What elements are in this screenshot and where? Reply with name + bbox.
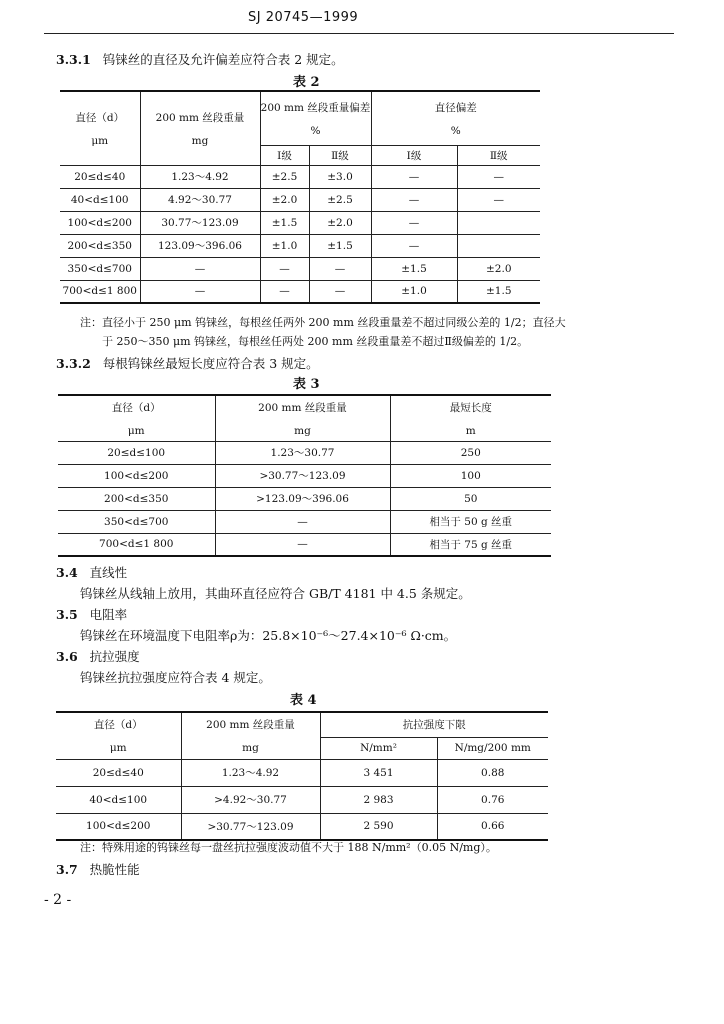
t2-grade-2a: Ⅱ级 (309, 145, 371, 165)
table-row: 40<d≤100 4.92～30.77 ±2.0 ±2.5 — — (60, 188, 540, 211)
table-row: 700<d≤1 800 — 相当于 75 g 丝重 (58, 533, 551, 556)
t4-unit-n-mm2: N/mm² (320, 737, 437, 759)
clause-3-4-title: 3.4 直线性 (56, 565, 128, 580)
table-row: 200<d≤350 >123.09～396.06 50 (58, 487, 551, 510)
table-row: 20≤d≤100 1.23～30.77 250 (58, 441, 551, 464)
t2-head-diameter: 直径（d） μm (60, 91, 140, 165)
t2-head-weight-dev: 200 mm 丝段重量偏差 % (260, 91, 371, 145)
t4-head-diameter: 直径（d） μm (56, 712, 181, 759)
header-rule (44, 33, 674, 34)
clause-text: 钨铼丝的直径及允许偏差应符合表 2 规定。 (102, 52, 344, 67)
t2-grade-2b: Ⅱ级 (457, 145, 540, 165)
table-row: 350<d≤700 — 相当于 50 g 丝重 (58, 510, 551, 533)
t2-grade-1b: Ⅰ级 (371, 145, 457, 165)
t2-head-weight: 200 mm 丝段重量 mg (140, 91, 260, 165)
table-row: 20≤d≤40 1.23～4.92 3 451 0.88 (56, 759, 548, 786)
clause-3-6-text: 钨铼丝抗拉强度应符合表 4 规定。 (80, 670, 271, 685)
table-4-caption: 表 4 (290, 693, 317, 708)
clause-3-4-text: 钨铼丝从线轴上放用，其曲环直径应符合 GB/T 4181 中 4.5 条规定。 (80, 586, 471, 601)
table-2 (60, 90, 540, 304)
table-row: 40<d≤100 >4.92～30.77 2 983 0.76 (56, 786, 548, 813)
table-3 (58, 394, 551, 557)
table-2-note-line-2: 于 250～350 μm 钨铼丝，每根丝任两处 200 mm 丝段重量差不超过Ⅱ级偏差的 1/2。 (102, 335, 529, 348)
table-4-note: 注：特殊用途的钨铼丝每一盘丝抗拉强度波动值不大于 188 N/mm²（0.05 N/mg）。 (80, 841, 497, 854)
table-2-caption: 表 2 (293, 75, 320, 90)
clause-3-3-1 (56, 50, 344, 68)
clause-3-5-title: 3.5 电阻率 (56, 607, 128, 622)
table-row: 350<d≤700 — — — ±1.5 ±2.0 (60, 257, 540, 280)
clause-number: 3.3.2 (56, 356, 91, 371)
clause-3-5-text: 钨铼丝在环境温度下电阻率ρ为：25.8×10⁻⁶～27.4×10⁻⁶ Ω·cm。 (80, 628, 457, 643)
t4-unit-n-mg: N/mg/200 mm (437, 737, 548, 759)
table-2-note-line-1: 注：直径小于 250 μm 钨铼丝，每根丝任两外 200 mm 丝段重量差不超过同级公差的 1/2；直径大 (80, 316, 566, 329)
table-row: 700<d≤1 800 — — — ±1.0 ±1.5 (60, 280, 540, 303)
t3-head-weight: 200 mm 丝段重量 mg (215, 395, 390, 441)
t2-head-diam-dev: 直径偏差 % (371, 91, 540, 145)
t3-head-diameter: 直径（d） μm (58, 395, 215, 441)
t4-head-weight: 200 mm 丝段重量 mg (181, 712, 320, 759)
table-3-caption: 表 3 (293, 377, 320, 392)
table-row: 20≤d≤40 1.23～4.92 ±2.5 ±3.0 — — (60, 165, 540, 188)
table-row: 100<d≤200 >30.77～123.09 2 590 0.66 (56, 813, 548, 840)
table-row: 100<d≤200 30.77～123.09 ±1.5 ±2.0 — (60, 211, 540, 234)
clause-number: 3.3.1 (56, 52, 91, 67)
page-number: - 2 - (44, 892, 72, 908)
clause-3-6-title: 3.6 抗拉强度 (56, 649, 140, 664)
clause-3-3-2 (56, 354, 319, 372)
t4-head-tensile: 抗拉强度下限 (320, 712, 548, 737)
clause-3-7-title: 3.7 热脆性能 (56, 862, 140, 877)
table-row: 200<d≤350 123.09～396.06 ±1.0 ±1.5 — (60, 234, 540, 257)
t3-head-length: 最短长度 m (390, 395, 551, 441)
clause-text: 每根钨铼丝最短长度应符合表 3 规定。 (102, 356, 319, 371)
table-4 (56, 711, 548, 841)
document-code: SJ 20745—1999 (248, 10, 359, 25)
table-row: 100<d≤200 >30.77～123.09 100 (58, 464, 551, 487)
t2-grade-1a: Ⅰ级 (260, 145, 309, 165)
